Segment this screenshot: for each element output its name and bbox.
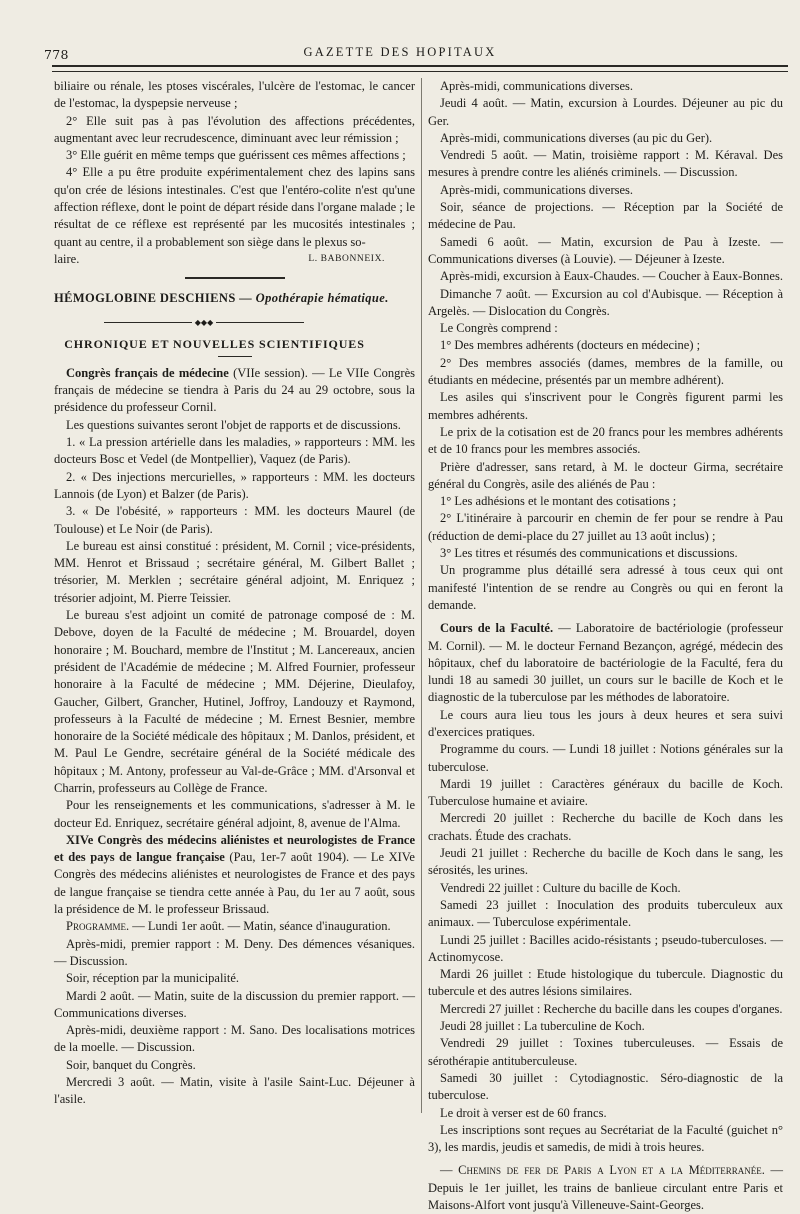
paragraph: Le cours aura lieu tous les jours à deux heures et sera suivi d'exercices pratiques. xyxy=(428,707,783,739)
left-column xyxy=(54,78,415,1109)
paragraph: Après-midi, premier rapport : M. Deny. Des démences vésaniques. — Discussion. xyxy=(54,936,415,968)
paragraph: Lundi 25 juillet : Bacilles acido-résistants ; pseudo-tuberculoses. — Actinomycose. xyxy=(428,932,783,964)
paragraph: Après-midi, communications diverses. xyxy=(440,182,634,197)
paragraph: Le bureau est ainsi constitué : président, M. Cornil ; vice-présidents, MM. Henrot et Brissaud ; secrétaire général, M. Gilbert Ballet ; trésorier, M. Merklen ; secrétaire général adjoint, M. Enriquez ; trésorier adjoint, M. Pierre Teissier. xyxy=(54,538,415,605)
paragraph: Jeudi 28 juillet : La tuberculine de Koch. xyxy=(440,1019,645,1034)
paragraph: 4° Elle a pu être produite expérimentalement chez des lapins sans qu'on crée de lésions intestinales. C'est que l'entéro-colite n'est qu'une affection réflexe, dont le point de départ réside dans l'organe malade ; le résultat de ce réflexe est représenté par les mucosités intestinales ; quant au centre, il a probablement son siège dans le plexus so- xyxy=(54,165,415,249)
paragraph: biliaire ou rénale, les ptoses viscérales, l'ulcère de l'estomac, le cancer de l'estomac, la dyspepsie nerveuse ; xyxy=(54,79,415,111)
paragraph: 1° Des membres adhérents (docteurs en médecine) ; xyxy=(440,338,701,353)
section-rule xyxy=(218,356,252,357)
paragraph: 3° Elle guérit en même temps que guérissent ces mêmes affections ; xyxy=(66,148,406,163)
signature-line xyxy=(54,251,415,268)
paragraph: Vendredi 5 août. — Matin, troisième rapport : M. Kéraval. Des mesures à prendre contre les aliénés criminels. — Discussion. xyxy=(428,148,783,180)
section-title: CHRONIQUE ET NOUVELLES SCIENTIFIQUES xyxy=(64,336,365,351)
journal-title: GAZETTE DES HOPITAUX xyxy=(303,45,497,59)
paragraph: Samedi 30 juillet : Cytodiagnostic. Séro-diagnostic de la tuberculose. xyxy=(428,1070,783,1103)
news-heading: XIVe Congrès des médecins aliénistes et neurologistes de France et des pays de langue française xyxy=(54,832,415,865)
paragraph: Samedi 6 août. — Matin, excursion de Pau à Izeste. — Communications diverses (à Louvie). — Déjeuner à Izeste. xyxy=(428,234,783,266)
paragraph: Jeudi 4 août. — Matin, excursion à Lourdes. Déjeuner au pic du Ger. xyxy=(428,96,783,128)
diamond-ornament-icon: ◆◆◆ xyxy=(194,317,214,327)
paragraph: Après-midi, communications diverses (au pic du Ger). xyxy=(440,130,713,145)
paragraph: Soir, séance de projections. — Réception par la Société de médecine de Pau. xyxy=(428,200,783,232)
paragraph: 2. « Des injections mercurielles, » rapporteurs : MM. les docteurs Lannois (de Lyon) et Balzer (de Paris). xyxy=(54,469,415,501)
header-rule xyxy=(52,65,788,72)
paragraph: Programme du cours. — Lundi 18 juillet : Notions générales sur la tuberculose. xyxy=(428,742,783,774)
paragraph: Le bureau s'est adjoint un comité de patronage composé de : M. Debove, doyen de la Faculté de médecine ; M. Brouardel, doyen honoraire ; M. Bouchard, membre de l'Institut ; M. Lancereaux, ancien président de l'Académie de médecine ; M. Alfred Fournier, professeur honoraire à la Faculté de médecine ; MM. Déjerine, Dieulafoy, Gaucher, Gilbert, Grancher, Hutinel, Joffroy, Landouzy et Raymond, professeurs à la Faculté de médecine ; M. Ernest Besnier, membre honoraire de la Société médicale des hôpitaux ; M. Danlos, président, et M. Paul Le Gendre, secrétaire général de la Société médicale des hôpitaux ; M. Antony, professeur au Val-de-Grâce ; MM. d'Arsonval et Charrin, professeurs au Collège de France. xyxy=(54,608,415,795)
paragraph: Mardi 19 juillet : Caractères généraux du bacille de Koch. Tuberculose humaine et aviaire. xyxy=(428,776,783,809)
paragraph: Après-midi, deuxième rapport : M. Sano. Des localisations motrices de la moelle. — Discussion. xyxy=(54,1023,415,1055)
paragraph: Congrès français de médecine (VIIe session). — Le VIIe Congrès français de médecine se tiendra à Paris du 24 au 29 octobre, sous la présidence du professeur Cornil. xyxy=(54,365,415,415)
advert-line xyxy=(54,290,415,307)
paragraph: Mercredi 27 juillet : Recherche du bacille dans les coupes d'organes. xyxy=(440,1001,783,1016)
separator-rule xyxy=(185,277,285,279)
paragraph: Les inscriptions sont reçues au Secrétariat de la Faculté (guichet n° 3), les mardis, jeudis et samedis, de midi à trois heures. xyxy=(428,1122,783,1155)
paragraph: 2° L'itinéraire à parcourir en chemin de fer pour se rendre à Pau (réduction de demi-place du 27 juillet au 13 août inclus) ; xyxy=(428,511,783,543)
paragraph: Mercredi 20 juillet : Recherche du bacille de Koch dans les crachats. Étude des crachats. xyxy=(428,811,783,843)
paragraph: Soir, réception par la municipalité. xyxy=(66,971,240,986)
paragraph: 1. « La pression artérielle dans les maladies, » rapporteurs : MM. les docteurs Bosc et Vedel (de Montpellier), Vaquez (de Paris). xyxy=(54,435,415,467)
paragraph: Cours de la Faculté. — Laboratoire de bactériologie (professeur M. Cornil). — M. le docteur Fernand Bezançon, agrégé, médecin des hôpitaux, chef du laboratoire de bactériologie de la Faculté, fera du lundi 18 au samedi 30 juillet, un cours sur le bacille de Koch et le diagnostic de la tuberculose par les méthodes de laboratoire. xyxy=(428,621,783,705)
advert-name: HÉMOGLOBINE DESCHIENS xyxy=(54,291,236,306)
programme-label: Programme. xyxy=(66,919,130,934)
paragraph: Jeudi 21 juillet : Recherche du bacille de Koch dans le sang, les sérosités, les urines. xyxy=(428,846,783,878)
author-signature: L. BABONNEIX. xyxy=(308,253,385,264)
paragraph: Dimanche 7 août. — Excursion au col d'Aubisque. — Réception à Argelès. — Dislocation du Congrès. xyxy=(428,286,783,318)
paragraph: Mardi 26 juillet : Etude histologique du tubercule. Diagnostic du tubercule et des autres lésions similaires. xyxy=(428,967,783,999)
paragraph: 2° Des membres associés (dames, membres de la famille, ou étudiants en médecine, présentés par un membre adhérent). xyxy=(428,355,783,388)
paragraph: Le Congrès comprend : xyxy=(440,321,558,336)
ornament-divider xyxy=(104,319,304,327)
paragraph: Un programme plus détaillé sera adressé à tous ceux qui ont manifesté l'intention de se rendre au Congrès ou qui en feront la demande. xyxy=(428,563,783,612)
paragraph: Le prix de la cotisation est de 20 francs pour les membres adhérents et de 10 francs pour les membres associés. xyxy=(428,424,783,457)
paragraph: Soir, banquet du Congrès. xyxy=(66,1057,196,1072)
paragraph: 2° Elle suit pas à pas l'évolution des affections précédentes, augmentant avec leur recrudescence, diminuant avec leur rémission ; xyxy=(54,113,415,145)
paragraph: Samedi 23 juillet : Inoculation des produits tuberculeux aux animaux. — Tuberculose expérimentale. xyxy=(428,897,783,930)
paragraph: XIVe Congrès des médecins aliénistes et neurologistes de France et des pays de langue française (Pau, 1er-7 août 1904). — Le XIVe Congrès des médecins aliénistes et neurologistes de France et des pays de langue française se tiendra cette année à Pau, du 1er au 7 août, sous la présidence de M. le professeur Brissaud. xyxy=(54,832,415,917)
news-heading: Congrès français de médecine xyxy=(66,365,229,380)
paragraph: Le droit à verser est de 60 francs. xyxy=(440,1105,607,1120)
paragraph: Vendredi 29 juillet : Toxines tuberculeuses. — Essais de sérothérapie antituberculeuse. xyxy=(428,1036,783,1068)
news-heading: Cours de la Faculté. xyxy=(440,621,554,636)
paragraph: Programme. — Lundi 1er août. — Matin, séance d'inauguration. xyxy=(66,919,391,934)
page-number: 778 xyxy=(44,47,69,62)
paragraph: 1° Les adhésions et le montant des cotisations ; xyxy=(440,494,677,509)
paragraph: — Chemins de fer de Paris a Lyon et a la Méditerranée. — Depuis le 1er juillet, les trains de banlieue circulant entre Paris et Maisons-Alfort vont jusqu'à Villeneuve-Saint-Georges. xyxy=(428,1163,783,1212)
paragraph: Prière d'adresser, sans retard, à M. le docteur Girma, secrétaire général du Congrès, asile des aliénés de Pau : xyxy=(428,459,783,491)
final-word: laire. xyxy=(54,251,80,266)
paragraph: Les questions suivantes seront l'objet de rapports et de discussions. xyxy=(66,417,401,432)
advert-text: — Opothérapie hématique. xyxy=(235,291,389,306)
news-heading: — Chemins de fer de Paris a Lyon et a la Méditerranée. xyxy=(440,1163,765,1178)
right-column xyxy=(428,78,783,1214)
paragraph: Vendredi 22 juillet : Culture du bacille de Koch. xyxy=(440,880,681,895)
paragraph: Mercredi 3 août. — Matin, visite à l'asile Saint-Luc. Déjeuner à l'asile. xyxy=(54,1075,415,1107)
paragraph: Mardi 2 août. — Matin, suite de la discussion du premier rapport. — Communications diverses. xyxy=(54,988,415,1020)
paragraph: 3° Les titres et résumés des communications et discussions. xyxy=(440,546,738,561)
paragraph: Pour les renseignements et les communications, s'adresser à M. le docteur Ed. Enriquez, secrétaire général adjoint, 8, avenue de l'Alma. xyxy=(54,798,415,830)
paragraph: 3. « De l'obésité, » rapporteurs : MM. les docteurs Maurel (de Toulouse) et Le Noir (de Paris). xyxy=(54,504,415,536)
column-divider xyxy=(421,78,422,1113)
paragraph: Les asiles qui s'inscrivent pour le Congrès figurent parmi les membres adhérents. xyxy=(428,390,783,422)
paragraph: Après-midi, excursion à Eaux-Chaudes. — Coucher à Eaux-Bonnes. xyxy=(440,269,783,284)
paragraph: Après-midi, communications diverses. xyxy=(440,79,634,93)
